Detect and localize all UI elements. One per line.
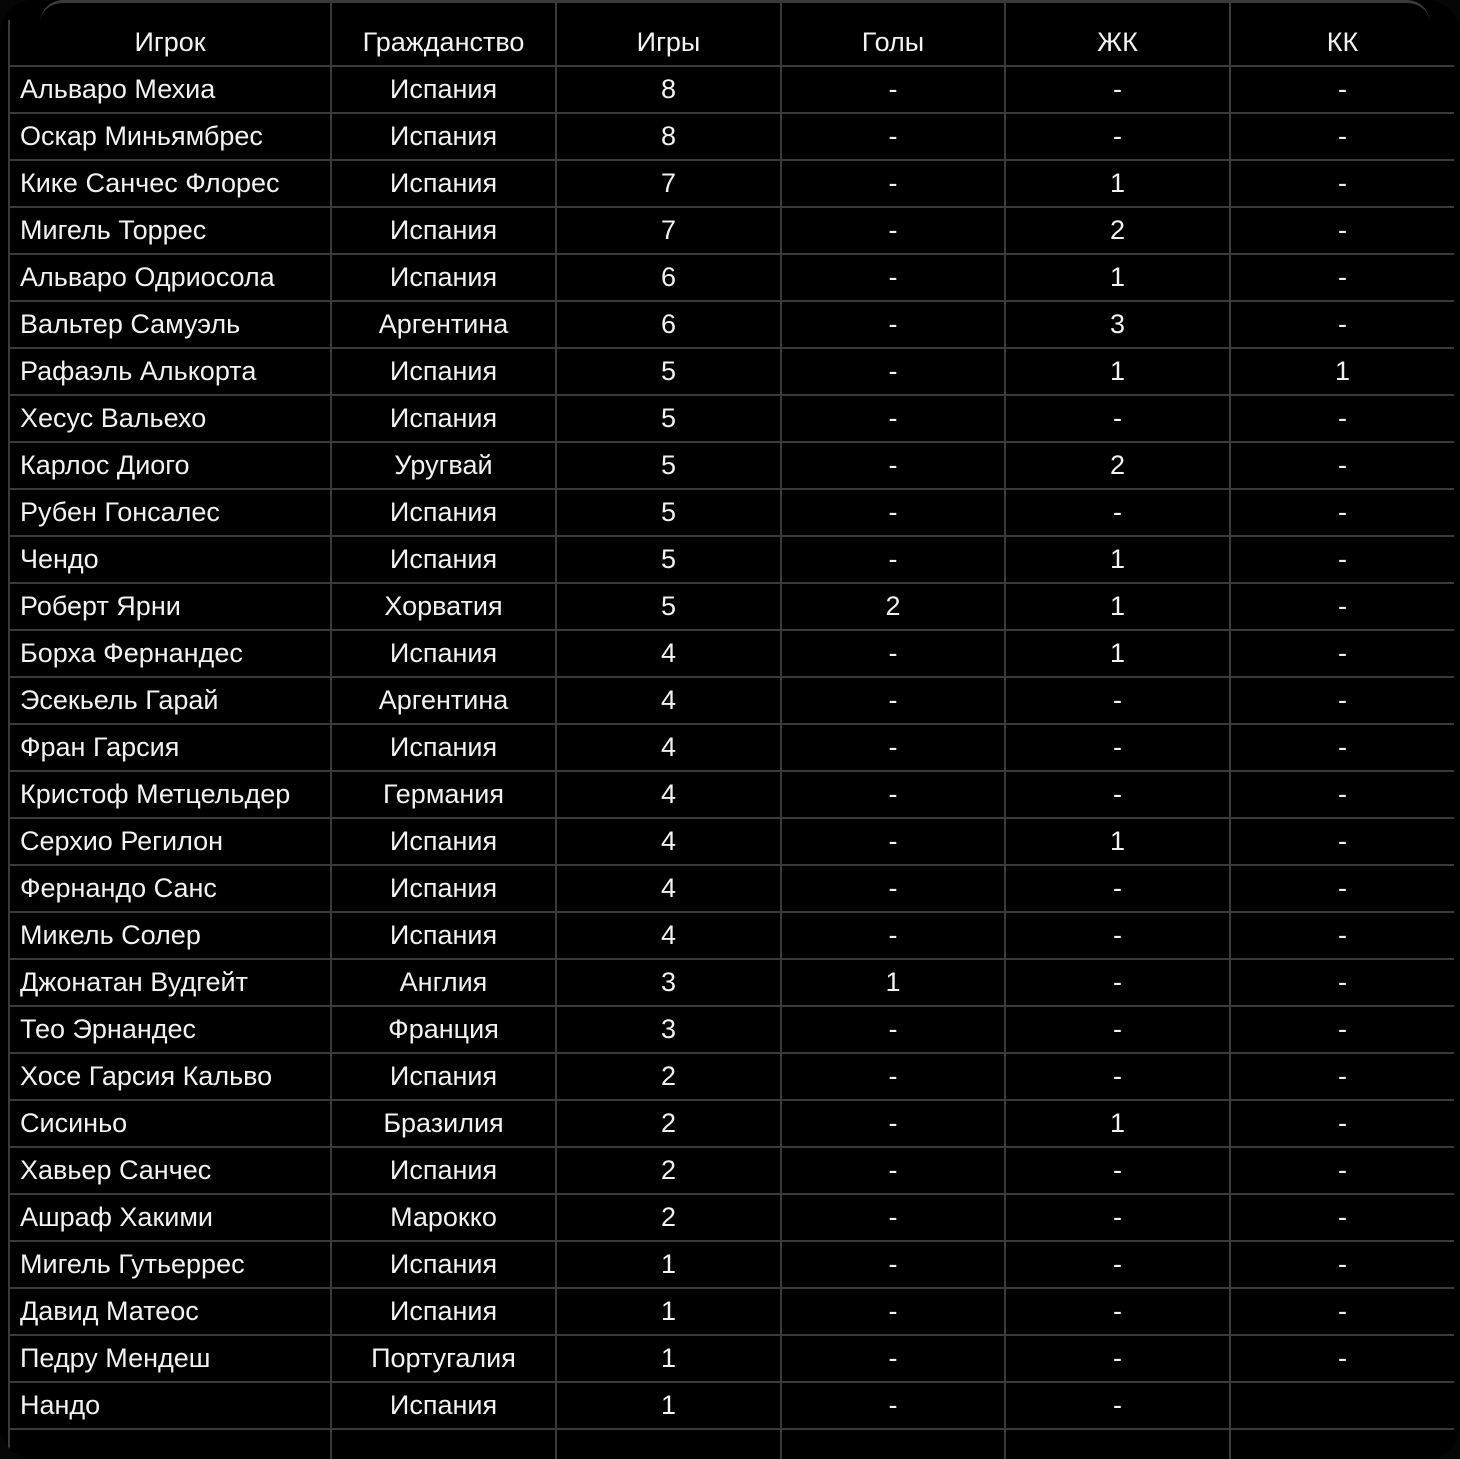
cell-red-cards: - xyxy=(1230,536,1454,583)
cell-games: 5 xyxy=(556,536,781,583)
column-divider xyxy=(1229,0,1231,20)
cell-nationality: Испания xyxy=(331,66,556,113)
table-row xyxy=(9,1053,1454,1100)
cell-nationality: Испания xyxy=(331,113,556,160)
header-goals: Голы xyxy=(781,20,1005,66)
cell-games: 5 xyxy=(556,395,781,442)
cell-games: 1 xyxy=(556,1335,781,1382)
cell-player: Сисиньо xyxy=(9,1100,331,1147)
cell-red-cards: - xyxy=(1230,207,1454,254)
cell-nationality: Испания xyxy=(331,630,556,677)
cell-games: 4 xyxy=(556,865,781,912)
cell-goals: - xyxy=(781,1053,1005,1100)
cell-player: Рафаэль Алькорта xyxy=(9,348,331,395)
empty-cell xyxy=(1230,1429,1454,1459)
cell-red-cards: - xyxy=(1230,301,1454,348)
cell-yellow-cards: 1 xyxy=(1005,160,1230,207)
cell-goals: - xyxy=(781,301,1005,348)
table-row xyxy=(9,818,1454,865)
cell-goals: - xyxy=(781,818,1005,865)
cell-yellow-cards: 1 xyxy=(1005,536,1230,583)
cell-player: Давид Матеос xyxy=(9,1288,331,1335)
cell-games: 1 xyxy=(556,1241,781,1288)
cell-nationality: Испания xyxy=(331,818,556,865)
cell-red-cards: - xyxy=(1230,630,1454,677)
cell-red-cards: - xyxy=(1230,771,1454,818)
table-row xyxy=(9,912,1454,959)
table-row xyxy=(9,1241,1454,1288)
cell-red-cards: - xyxy=(1230,724,1454,771)
empty-cell xyxy=(331,1429,556,1459)
cell-red-cards: 1 xyxy=(1230,348,1454,395)
cell-yellow-cards: 2 xyxy=(1005,207,1230,254)
column-divider xyxy=(780,0,782,20)
table-row xyxy=(9,1288,1454,1335)
table-row xyxy=(9,207,1454,254)
cell-red-cards: - xyxy=(1230,395,1454,442)
cell-goals: - xyxy=(781,489,1005,536)
cell-games: 4 xyxy=(556,912,781,959)
cell-games: 5 xyxy=(556,583,781,630)
cell-red-cards xyxy=(1230,1382,1454,1429)
cell-yellow-cards: - xyxy=(1005,1288,1230,1335)
cell-games: 4 xyxy=(556,771,781,818)
table-row xyxy=(9,1147,1454,1194)
cell-games: 2 xyxy=(556,1053,781,1100)
cell-yellow-cards: 1 xyxy=(1005,630,1230,677)
cell-goals: - xyxy=(781,1382,1005,1429)
header-player: Игрок xyxy=(9,20,331,66)
cell-player: Фернандо Санс xyxy=(9,865,331,912)
cell-player: Альваро Мехиа xyxy=(9,66,331,113)
cell-player: Хесус Вальехо xyxy=(9,395,331,442)
cell-yellow-cards: - xyxy=(1005,66,1230,113)
cell-yellow-cards: 1 xyxy=(1005,254,1230,301)
cell-red-cards: - xyxy=(1230,677,1454,724)
cell-games: 1 xyxy=(556,1288,781,1335)
cell-player: Серхио Регилон xyxy=(9,818,331,865)
cell-red-cards: - xyxy=(1230,1194,1454,1241)
empty-row xyxy=(9,1429,1454,1459)
cell-yellow-cards: 1 xyxy=(1005,818,1230,865)
cell-nationality: Испания xyxy=(331,724,556,771)
table-row xyxy=(9,254,1454,301)
cell-player: Хавьер Санчес xyxy=(9,1147,331,1194)
cell-yellow-cards: - xyxy=(1005,771,1230,818)
table-row xyxy=(9,489,1454,536)
cell-player: Карлос Диого xyxy=(9,442,331,489)
cell-nationality: Уругвай xyxy=(331,442,556,489)
cell-nationality: Испания xyxy=(331,348,556,395)
cell-games: 2 xyxy=(556,1147,781,1194)
cell-nationality: Португалия xyxy=(331,1335,556,1382)
cell-yellow-cards: 2 xyxy=(1005,442,1230,489)
cell-nationality: Испания xyxy=(331,1241,556,1288)
cell-player: Педру Мендеш xyxy=(9,1335,331,1382)
cell-yellow-cards: - xyxy=(1005,677,1230,724)
table-row xyxy=(9,160,1454,207)
cell-yellow-cards: - xyxy=(1005,1241,1230,1288)
cell-red-cards: - xyxy=(1230,1053,1454,1100)
cell-goals: - xyxy=(781,1147,1005,1194)
cell-player: Рубен Гонсалес xyxy=(9,489,331,536)
cell-games: 4 xyxy=(556,630,781,677)
cell-games: 5 xyxy=(556,489,781,536)
cell-nationality: Испания xyxy=(331,1147,556,1194)
cell-nationality: Испания xyxy=(331,865,556,912)
cell-red-cards: - xyxy=(1230,1100,1454,1147)
cell-yellow-cards: 3 xyxy=(1005,301,1230,348)
cell-nationality: Хорватия xyxy=(331,583,556,630)
table-row xyxy=(9,771,1454,818)
cell-games: 3 xyxy=(556,959,781,1006)
cell-yellow-cards: - xyxy=(1005,1147,1230,1194)
cell-games: 2 xyxy=(556,1194,781,1241)
cell-player: Микель Солер xyxy=(9,912,331,959)
cell-nationality: Англия xyxy=(331,959,556,1006)
cell-player: Хосе Гарсия Кальво xyxy=(9,1053,331,1100)
cell-games: 4 xyxy=(556,818,781,865)
cell-player: Мигель Гутьеррес xyxy=(9,1241,331,1288)
cell-goals: - xyxy=(781,1241,1005,1288)
table-row xyxy=(9,865,1454,912)
table-row xyxy=(9,630,1454,677)
cell-goals: - xyxy=(781,254,1005,301)
table-row xyxy=(9,301,1454,348)
table-row xyxy=(9,724,1454,771)
cell-player: Фран Гарсия xyxy=(9,724,331,771)
cell-red-cards: - xyxy=(1230,489,1454,536)
table-row xyxy=(9,442,1454,489)
cell-yellow-cards: - xyxy=(1005,959,1230,1006)
cell-nationality: Испания xyxy=(331,1288,556,1335)
empty-cell xyxy=(556,1429,781,1459)
cell-games: 8 xyxy=(556,113,781,160)
cell-yellow-cards: 1 xyxy=(1005,348,1230,395)
cell-nationality: Германия xyxy=(331,771,556,818)
cell-nationality: Марокко xyxy=(331,1194,556,1241)
cell-goals: - xyxy=(781,1100,1005,1147)
header-row xyxy=(9,20,1454,66)
cell-yellow-cards: - xyxy=(1005,113,1230,160)
cell-goals: - xyxy=(781,865,1005,912)
cell-games: 7 xyxy=(556,207,781,254)
cell-goals: - xyxy=(781,771,1005,818)
table-row xyxy=(9,113,1454,160)
cell-goals: 1 xyxy=(781,959,1005,1006)
cell-player: Ашраф Хакими xyxy=(9,1194,331,1241)
cell-player: Борха Фернандес xyxy=(9,630,331,677)
cell-games: 5 xyxy=(556,442,781,489)
table-row xyxy=(9,959,1454,1006)
cell-player: Оскар Миньямбрес xyxy=(9,113,331,160)
cell-goals: 2 xyxy=(781,583,1005,630)
cell-games: 8 xyxy=(556,66,781,113)
cell-games: 7 xyxy=(556,160,781,207)
empty-cell xyxy=(9,1429,331,1459)
cell-yellow-cards: 1 xyxy=(1005,1100,1230,1147)
table-row xyxy=(9,348,1454,395)
cell-player: Чендо xyxy=(9,536,331,583)
empty-cell xyxy=(1005,1429,1230,1459)
table-row xyxy=(9,1194,1454,1241)
cell-goals: - xyxy=(781,536,1005,583)
cell-yellow-cards: - xyxy=(1005,724,1230,771)
cell-player: Тео Эрнандес xyxy=(9,1006,331,1053)
table-row xyxy=(9,1335,1454,1382)
empty-cell xyxy=(781,1429,1005,1459)
cell-games: 5 xyxy=(556,348,781,395)
cell-yellow-cards: - xyxy=(1005,1006,1230,1053)
cell-player: Кристоф Метцельдер xyxy=(9,771,331,818)
cell-red-cards: - xyxy=(1230,66,1454,113)
cell-nationality: Франция xyxy=(331,1006,556,1053)
cell-yellow-cards: - xyxy=(1005,1194,1230,1241)
table-row xyxy=(9,1100,1454,1147)
cell-nationality: Аргентина xyxy=(331,677,556,724)
cell-goals: - xyxy=(781,677,1005,724)
cell-red-cards: - xyxy=(1230,160,1454,207)
cell-games: 1 xyxy=(556,1382,781,1429)
cell-games: 6 xyxy=(556,254,781,301)
cell-nationality: Испания xyxy=(331,536,556,583)
cell-red-cards: - xyxy=(1230,1288,1454,1335)
cell-red-cards: - xyxy=(1230,1006,1454,1053)
header-yellow-cards: ЖК xyxy=(1005,20,1230,66)
table-row xyxy=(9,536,1454,583)
table-body xyxy=(9,66,1454,1459)
cell-goals: - xyxy=(781,1335,1005,1382)
cell-goals: - xyxy=(781,113,1005,160)
header-red-cards: КК xyxy=(1230,20,1454,66)
cell-player: Альваро Одриосола xyxy=(9,254,331,301)
column-divider xyxy=(555,0,557,20)
cell-goals: - xyxy=(781,1006,1005,1053)
cell-goals: - xyxy=(781,66,1005,113)
cell-goals: - xyxy=(781,348,1005,395)
cell-games: 3 xyxy=(556,1006,781,1053)
cell-player: Мигель Торрес xyxy=(9,207,331,254)
cell-red-cards: - xyxy=(1230,1241,1454,1288)
cell-player: Эсекьель Гарай xyxy=(9,677,331,724)
cell-player: Кике Санчес Флорес xyxy=(9,160,331,207)
table-row xyxy=(9,1382,1454,1429)
cell-nationality: Испания xyxy=(331,912,556,959)
cell-nationality: Испания xyxy=(331,1382,556,1429)
cell-goals: - xyxy=(781,912,1005,959)
header-games: Игры xyxy=(556,20,781,66)
header-nationality: Гражданство xyxy=(331,20,556,66)
cell-nationality: Испания xyxy=(331,395,556,442)
player-stats-table xyxy=(8,20,1454,1459)
cell-nationality: Испания xyxy=(331,1053,556,1100)
table-row xyxy=(9,677,1454,724)
cell-nationality: Аргентина xyxy=(331,301,556,348)
cell-yellow-cards: - xyxy=(1005,865,1230,912)
cell-yellow-cards: - xyxy=(1005,489,1230,536)
table-row xyxy=(9,66,1454,113)
cell-yellow-cards: - xyxy=(1005,395,1230,442)
cell-red-cards: - xyxy=(1230,1335,1454,1382)
cell-games: 4 xyxy=(556,724,781,771)
cell-goals: - xyxy=(781,207,1005,254)
cell-yellow-cards: - xyxy=(1005,1382,1230,1429)
cell-nationality: Бразилия xyxy=(331,1100,556,1147)
cell-red-cards: - xyxy=(1230,442,1454,489)
cell-goals: - xyxy=(781,724,1005,771)
cell-player: Роберт Ярни xyxy=(9,583,331,630)
cell-player: Нандо xyxy=(9,1382,331,1429)
cell-red-cards: - xyxy=(1230,254,1454,301)
cell-player: Вальтер Самуэль xyxy=(9,301,331,348)
cell-player: Джонатан Вудгейт xyxy=(9,959,331,1006)
cell-red-cards: - xyxy=(1230,583,1454,630)
column-divider xyxy=(330,0,332,20)
cell-red-cards: - xyxy=(1230,113,1454,160)
cell-nationality: Испания xyxy=(331,160,556,207)
cell-nationality: Испания xyxy=(331,489,556,536)
cell-yellow-cards: - xyxy=(1005,1053,1230,1100)
cell-games: 6 xyxy=(556,301,781,348)
cell-red-cards: - xyxy=(1230,865,1454,912)
cell-goals: - xyxy=(781,630,1005,677)
cell-nationality: Испания xyxy=(331,207,556,254)
cell-goals: - xyxy=(781,442,1005,489)
cell-games: 4 xyxy=(556,677,781,724)
cell-yellow-cards: 1 xyxy=(1005,583,1230,630)
cell-yellow-cards: - xyxy=(1005,912,1230,959)
cell-games: 2 xyxy=(556,1100,781,1147)
cell-goals: - xyxy=(781,395,1005,442)
cell-red-cards: - xyxy=(1230,818,1454,865)
cell-goals: - xyxy=(781,1194,1005,1241)
cell-nationality: Испания xyxy=(331,254,556,301)
table-row xyxy=(9,583,1454,630)
table-row xyxy=(9,1006,1454,1053)
stats-sheet xyxy=(8,20,1454,1459)
cell-red-cards: - xyxy=(1230,959,1454,1006)
cell-yellow-cards: - xyxy=(1005,1335,1230,1382)
cell-red-cards: - xyxy=(1230,912,1454,959)
cell-goals: - xyxy=(781,1288,1005,1335)
column-divider xyxy=(1004,0,1006,20)
cell-red-cards: - xyxy=(1230,1147,1454,1194)
table-row xyxy=(9,395,1454,442)
cell-goals: - xyxy=(781,160,1005,207)
